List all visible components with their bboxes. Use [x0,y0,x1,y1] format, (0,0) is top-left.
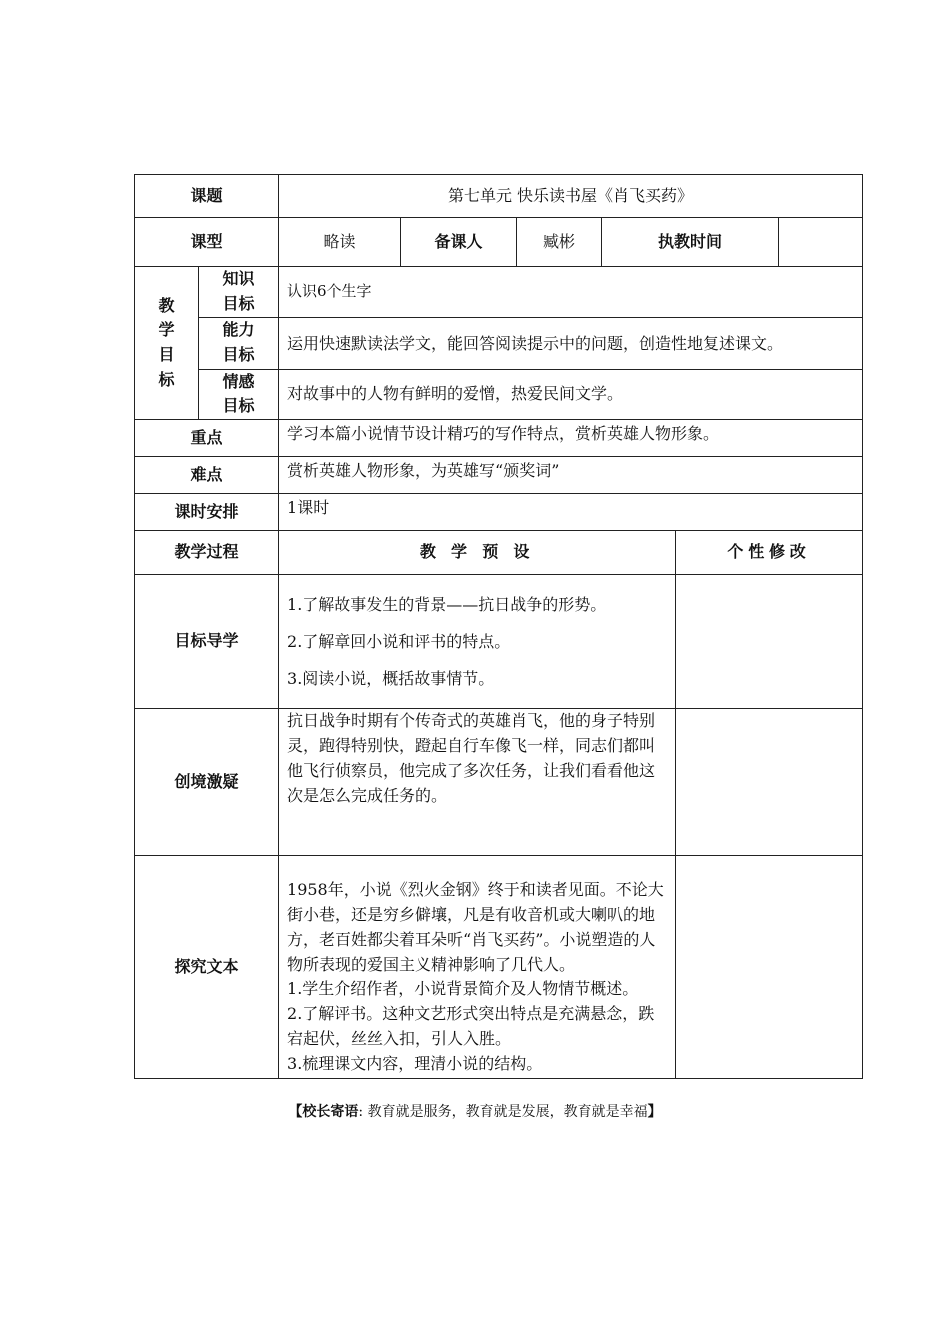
explore-label: 探究文本 [135,856,279,1079]
motto-text: : 教育就是服务，教育就是发展，教育就是幸福 [358,1104,648,1120]
topic-value: 第七单元 快乐读书屋《肖飞买药》 [279,175,863,218]
knowledge-label: 知识 目标 [199,267,279,318]
focus-label: 重点 [135,420,279,457]
schedule-label: 课时安排 [135,494,279,531]
ability-label: 能力 目标 [199,317,279,369]
knowledge-row [135,267,863,318]
teach-time-value [779,218,863,267]
explore-item: 1.学生介绍作者，小说背景简介及人物情节概述。 [287,979,639,999]
schedule-row [135,494,863,531]
goal-content [279,575,676,709]
emotion-label: 情感 目标 [199,369,279,420]
revise-col-label: 个性修改 [676,531,863,575]
explore-item: 3.梳理课文内容，理清小说的结构。 [287,1053,543,1073]
knowledge-text: 认识6个生字 [279,267,863,318]
type-value: 略读 [279,218,401,267]
design-col-label: 教 学 预 设 [279,531,676,575]
lesson-plan-table [134,174,863,1079]
process-col-label: 教学过程 [135,531,279,575]
motto-label: 校长寄语 [302,1104,359,1120]
ability-text: 运用快速默读法学文，能回答阅读提示中的问题，创造性地复述课文。 [279,317,863,369]
difficulty-text: 赏析英雄人物形象，为英雄写“颁奖词” [279,457,863,494]
goal-label: 目标导学 [135,575,279,709]
explore-row [135,856,863,1079]
explore-revise-cell [676,856,863,1079]
goal-revise-cell [676,575,863,709]
type-label: 课型 [135,218,279,267]
explore-content [279,856,676,1079]
process-header-row [135,531,863,575]
topic-row [135,175,863,218]
emotion-text: 对故事中的人物有鲜明的爱憎，热爱民间文学。 [279,369,863,420]
explore-item: 2.了解评书。这种文艺形式突出特点是充满悬念，跌宕起伏，丝丝入扣，引人入胜。 [287,1004,655,1048]
preparer-label: 备课人 [401,218,517,267]
schedule-text: 1课时 [279,494,863,531]
principal-motto: 【校长寄语: 教育就是服务，教育就是发展，教育就是幸福】 [288,1104,662,1120]
goal-item: 3.阅读小说，概括故事情节。 [287,669,495,689]
scene-row [135,709,863,856]
ability-row [135,317,863,369]
goal-item: 1.了解故事发生的背景——抗日战争的形势。 [287,595,607,615]
focus-text: 学习本篇小说情节设计精巧的写作特点，赏析英雄人物形象。 [279,420,863,457]
objectives-group-label: 教 学 目 标 [135,267,199,420]
scene-label: 创境激疑 [135,709,279,856]
goal-item: 2.了解章回小说和评书的特点。 [287,632,511,652]
type-row [135,218,863,267]
focus-row [135,420,863,457]
topic-label: 课题 [135,175,279,218]
scene-revise-cell [676,709,863,856]
explore-paragraph: 1958年，小说《烈火金钢》终于和读者见面。不论大街小巷，还是穷乡僻壤，凡是有收音机或大喇叭的地方，老百姓都尖着耳朵听“肖飞买药”。小说塑造的人物所表现的爱国主义精神影响了几代人。 [287,880,664,974]
difficulty-label: 难点 [135,457,279,494]
preparer-value: 臧彬 [517,218,602,267]
scene-text: 抗日战争时期有个传奇式的英雄肖飞，他的身子特别灵，跑得特别快，蹬起自行车像飞一样，同志们都叫他飞行侦察员，他完成了多次任务，让我们看看他这次是怎么完成任务的。 [279,709,676,856]
teach-time-label: 执教时间 [602,218,779,267]
difficulty-row [135,457,863,494]
goal-row [135,575,863,709]
emotion-row [135,369,863,420]
